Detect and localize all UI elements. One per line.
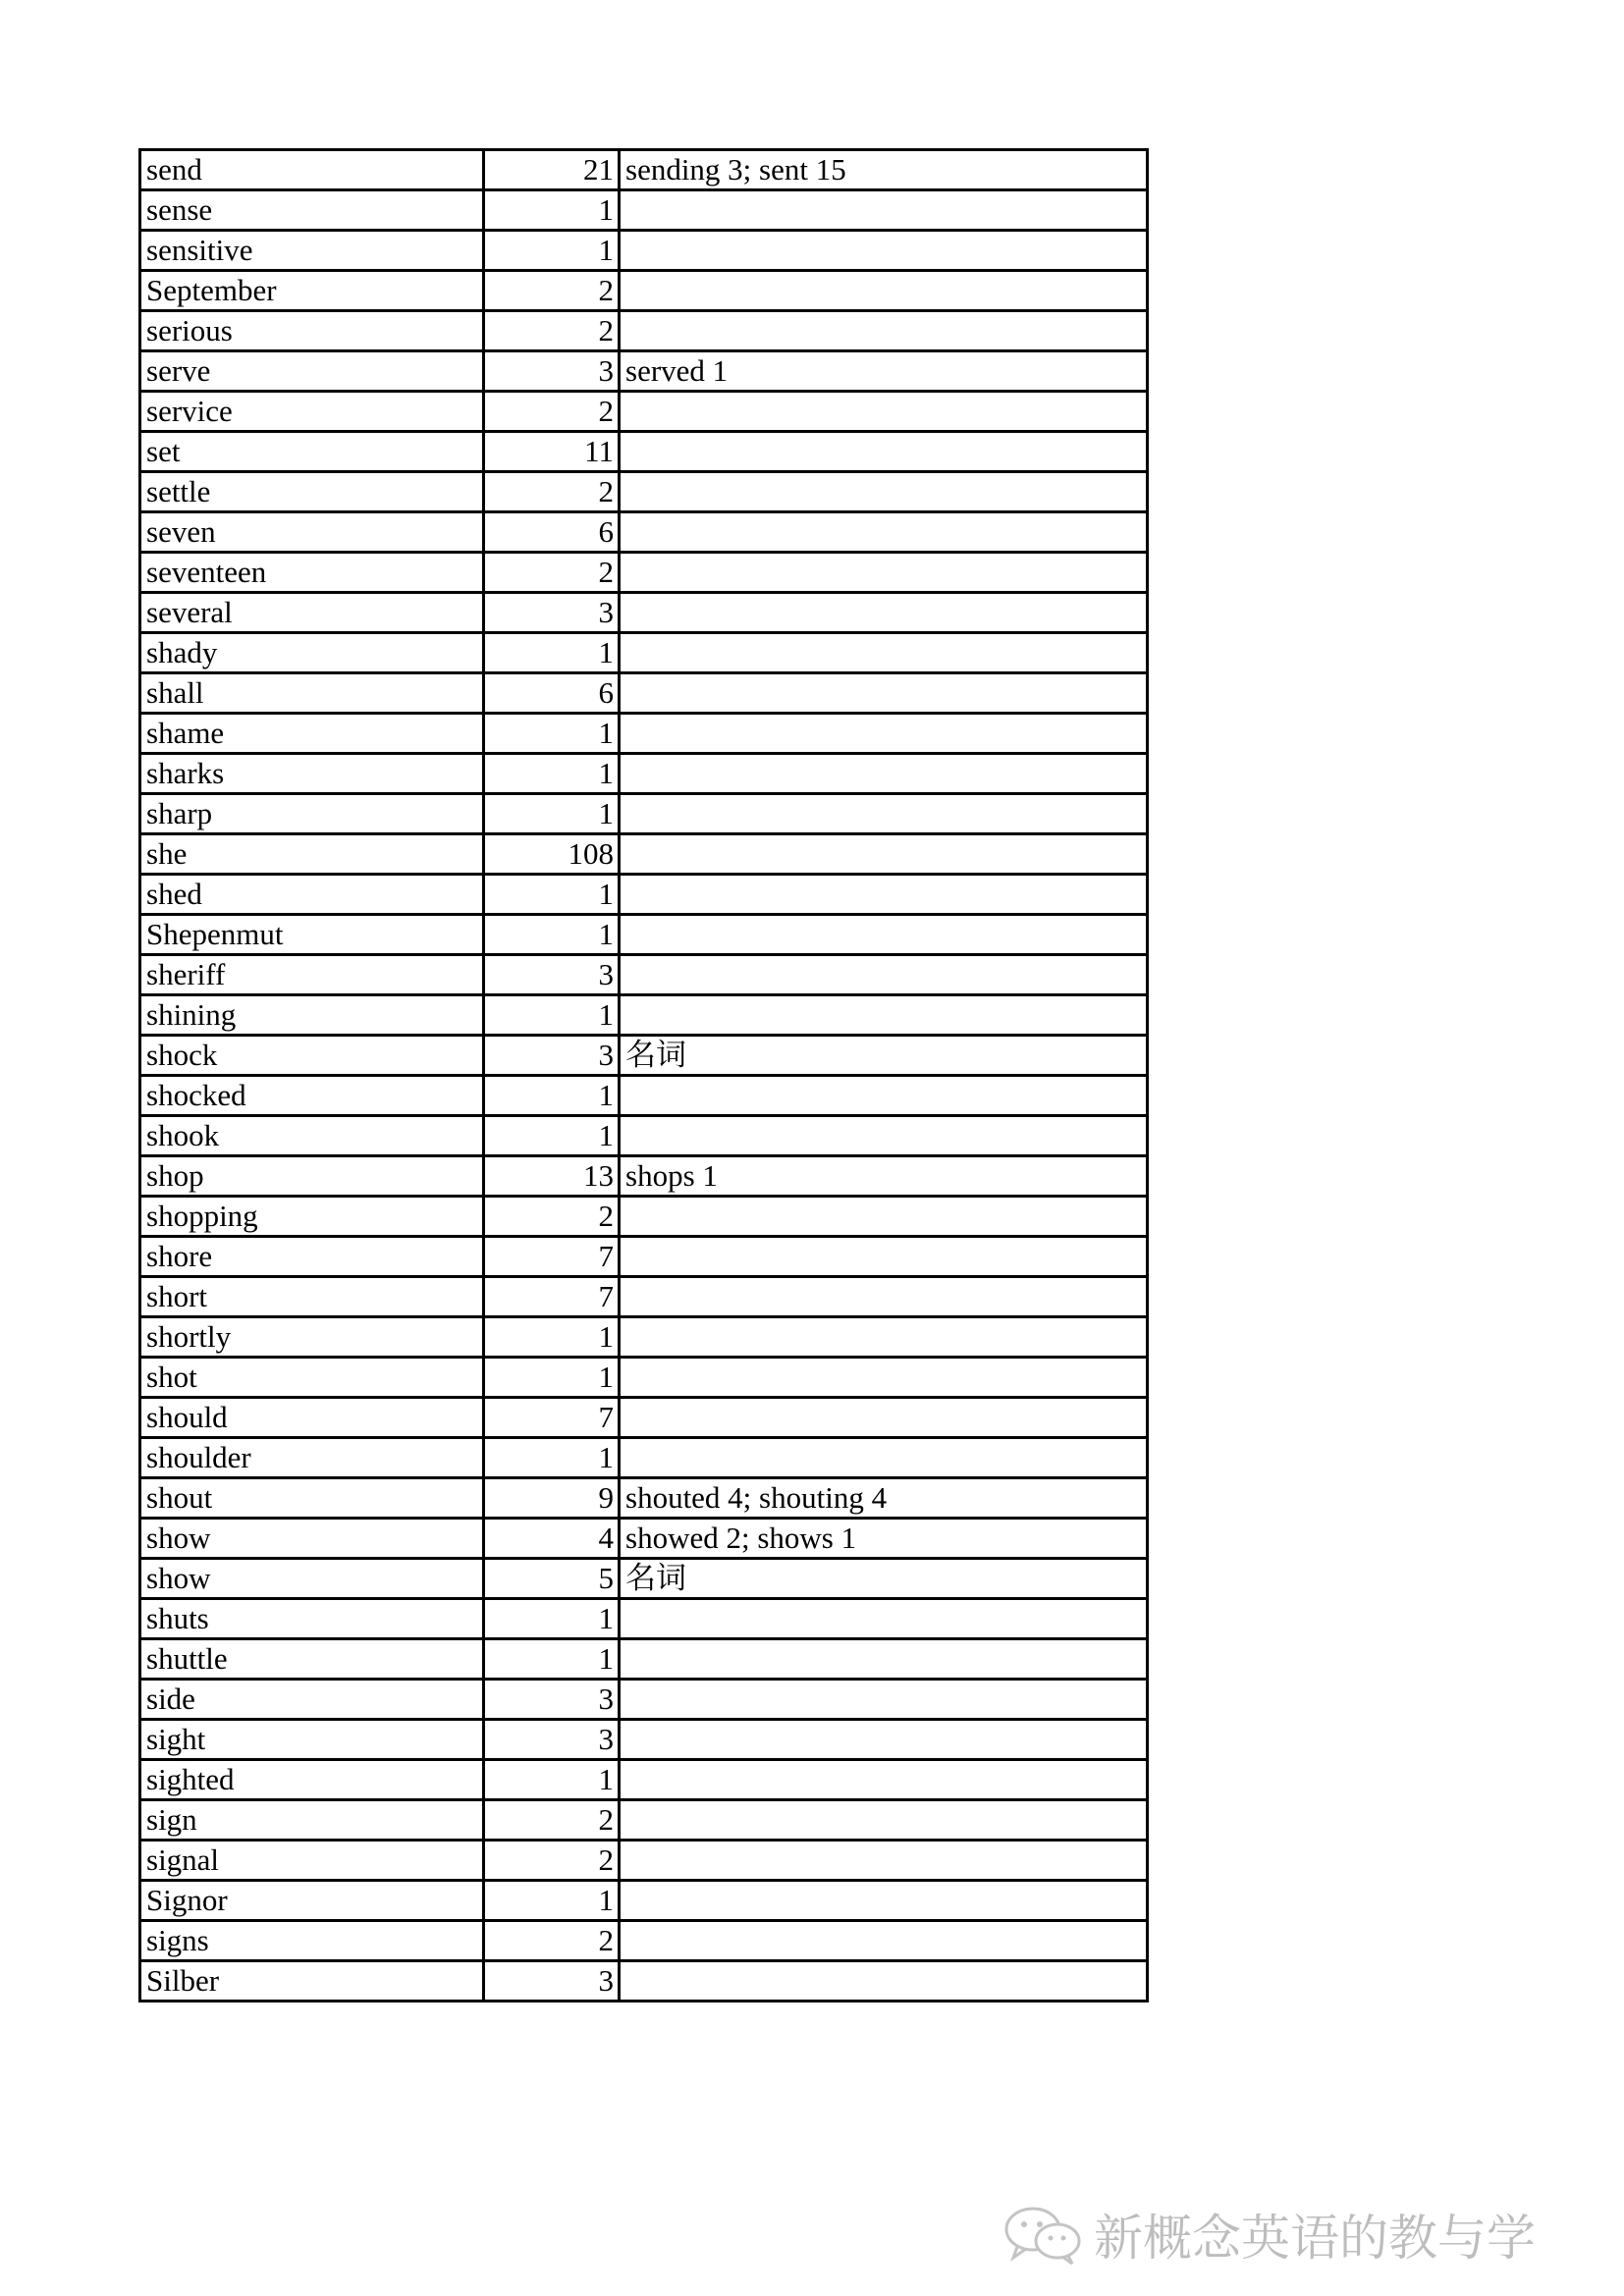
count-cell: 3 [484, 1680, 620, 1720]
forms-cell: shops 1 [620, 1156, 1148, 1197]
word-cell: sighted [140, 1760, 484, 1800]
forms-cell: served 1 [620, 351, 1148, 392]
word-cell: shady [140, 633, 484, 673]
word-cell: short [140, 1277, 484, 1317]
word-cell: shot [140, 1358, 484, 1398]
table-row [140, 955, 1148, 995]
count-cell: 3 [484, 1961, 620, 2002]
word-cell: shed [140, 875, 484, 915]
count-cell: 1 [484, 995, 620, 1036]
word-cell: send [140, 150, 484, 190]
table-row [140, 794, 1148, 834]
word-cell: shall [140, 673, 484, 714]
forms-cell [620, 875, 1148, 915]
table-row [140, 1156, 1148, 1197]
forms-cell [620, 512, 1148, 553]
count-cell: 5 [484, 1559, 620, 1599]
count-cell: 2 [484, 271, 620, 311]
table-row [140, 1881, 1148, 1921]
forms-cell [620, 1680, 1148, 1720]
table-row [140, 673, 1148, 714]
forms-cell [620, 1639, 1148, 1680]
table-row [140, 432, 1148, 472]
forms-cell [620, 190, 1148, 231]
table-row [140, 1680, 1148, 1720]
forms-cell [620, 1961, 1148, 2002]
count-cell: 1 [484, 1599, 620, 1639]
table-row [140, 150, 1148, 190]
count-cell: 1 [484, 190, 620, 231]
forms-cell [620, 1841, 1148, 1881]
count-cell: 1 [484, 1317, 620, 1358]
word-cell: sign [140, 1800, 484, 1841]
word-cell: shuts [140, 1599, 484, 1639]
forms-cell [620, 794, 1148, 834]
count-cell: 1 [484, 1358, 620, 1398]
word-cell: shopping [140, 1197, 484, 1237]
count-cell: 1 [484, 1076, 620, 1116]
table-row [140, 1398, 1148, 1438]
count-cell: 3 [484, 1036, 620, 1076]
table-row [140, 1841, 1148, 1881]
word-cell: several [140, 593, 484, 633]
forms-cell [620, 1760, 1148, 1800]
word-cell: shame [140, 714, 484, 754]
forms-cell [620, 1599, 1148, 1639]
forms-cell [620, 955, 1148, 995]
word-cell: Shepenmut [140, 915, 484, 955]
forms-cell [620, 1116, 1148, 1156]
count-cell: 1 [484, 915, 620, 955]
table-row [140, 995, 1148, 1036]
forms-cell [620, 432, 1148, 472]
count-cell: 2 [484, 311, 620, 351]
forms-cell [620, 1197, 1148, 1237]
word-cell: shuttle [140, 1639, 484, 1680]
forms-cell [620, 1277, 1148, 1317]
word-cell: sensitive [140, 231, 484, 271]
table-row [140, 1076, 1148, 1116]
word-cell: shook [140, 1116, 484, 1156]
forms-cell [620, 593, 1148, 633]
count-cell: 1 [484, 231, 620, 271]
table-row [140, 834, 1148, 875]
forms-cell [620, 714, 1148, 754]
forms-cell [620, 995, 1148, 1036]
count-cell: 3 [484, 955, 620, 995]
table-row [140, 472, 1148, 512]
table-row [140, 271, 1148, 311]
table-row [140, 1317, 1148, 1358]
word-cell: sight [140, 1720, 484, 1760]
word-cell: set [140, 432, 484, 472]
word-cell: shock [140, 1036, 484, 1076]
word-cell: shoulder [140, 1438, 484, 1478]
word-cell: sense [140, 190, 484, 231]
word-cell: shore [140, 1237, 484, 1277]
table-row [140, 351, 1148, 392]
table-row [140, 1559, 1148, 1599]
forms-cell [620, 1317, 1148, 1358]
word-cell: serious [140, 311, 484, 351]
table-row [140, 1639, 1148, 1680]
count-cell: 2 [484, 1197, 620, 1237]
forms-cell [620, 392, 1148, 432]
forms-cell [620, 472, 1148, 512]
count-cell: 7 [484, 1277, 620, 1317]
word-cell: serve [140, 351, 484, 392]
wechat-icon [1001, 2204, 1084, 2265]
forms-cell: 名词 [620, 1036, 1148, 1076]
table-row [140, 714, 1148, 754]
forms-cell: sending 3; sent 15 [620, 150, 1148, 190]
forms-cell [620, 754, 1148, 794]
forms-cell [620, 1800, 1148, 1841]
table-row [140, 1800, 1148, 1841]
table-row [140, 875, 1148, 915]
forms-cell [620, 915, 1148, 955]
count-cell: 3 [484, 593, 620, 633]
table-row [140, 311, 1148, 351]
table-row [140, 593, 1148, 633]
table-row [140, 1720, 1148, 1760]
word-cell: she [140, 834, 484, 875]
table-row [140, 1961, 1148, 2002]
forms-cell [620, 1076, 1148, 1116]
forms-cell [620, 673, 1148, 714]
forms-cell [620, 231, 1148, 271]
count-cell: 9 [484, 1478, 620, 1519]
count-cell: 6 [484, 512, 620, 553]
count-cell: 2 [484, 1800, 620, 1841]
count-cell: 2 [484, 1841, 620, 1881]
forms-cell [620, 633, 1148, 673]
word-cell: seven [140, 512, 484, 553]
word-cell: should [140, 1398, 484, 1438]
forms-cell [620, 1921, 1148, 1961]
table-row [140, 633, 1148, 673]
table-row [140, 1478, 1148, 1519]
count-cell: 3 [484, 1720, 620, 1760]
forms-cell [620, 311, 1148, 351]
forms-cell [620, 1881, 1148, 1921]
word-cell: show [140, 1519, 484, 1559]
count-cell: 7 [484, 1237, 620, 1277]
table-row [140, 392, 1148, 432]
table-row [140, 1197, 1148, 1237]
count-cell: 7 [484, 1398, 620, 1438]
table-row [140, 1277, 1148, 1317]
table-row [140, 1237, 1148, 1277]
count-cell: 2 [484, 1921, 620, 1961]
count-cell: 3 [484, 351, 620, 392]
forms-cell [620, 1358, 1148, 1398]
word-cell: sheriff [140, 955, 484, 995]
watermark-text: 新概念英语的教与学 [1094, 2210, 1536, 2267]
table-body [140, 150, 1148, 2002]
watermark [1001, 2199, 1536, 2269]
word-cell: shining [140, 995, 484, 1036]
table-row [140, 1438, 1148, 1478]
count-cell: 1 [484, 714, 620, 754]
forms-cell [620, 1237, 1148, 1277]
count-cell: 13 [484, 1156, 620, 1197]
count-cell: 2 [484, 472, 620, 512]
word-cell: Silber [140, 1961, 484, 2002]
table-row [140, 1599, 1148, 1639]
word-cell: signs [140, 1921, 484, 1961]
table-row [140, 1036, 1148, 1076]
table-row [140, 1519, 1148, 1559]
count-cell: 1 [484, 1116, 620, 1156]
word-cell: show [140, 1559, 484, 1599]
count-cell: 1 [484, 1438, 620, 1478]
count-cell: 1 [484, 1760, 620, 1800]
table-row [140, 1921, 1148, 1961]
forms-cell [620, 834, 1148, 875]
table-row [140, 1116, 1148, 1156]
word-cell: seventeen [140, 553, 484, 593]
count-cell: 1 [484, 754, 620, 794]
word-cell: sharks [140, 754, 484, 794]
table-row [140, 1760, 1148, 1800]
word-cell: settle [140, 472, 484, 512]
table-row [140, 231, 1148, 271]
count-cell: 108 [484, 834, 620, 875]
table-row [140, 754, 1148, 794]
count-cell: 11 [484, 432, 620, 472]
count-cell: 21 [484, 150, 620, 190]
word-cell: Signor [140, 1881, 484, 1921]
word-frequency-table [138, 148, 1149, 2002]
table-row [140, 1358, 1148, 1398]
count-cell: 1 [484, 1639, 620, 1680]
forms-cell: 名词 [620, 1559, 1148, 1599]
count-cell: 1 [484, 794, 620, 834]
count-cell: 2 [484, 392, 620, 432]
word-cell: September [140, 271, 484, 311]
forms-cell [620, 271, 1148, 311]
word-cell: shocked [140, 1076, 484, 1116]
count-cell: 1 [484, 1881, 620, 1921]
table-row [140, 512, 1148, 553]
count-cell: 1 [484, 875, 620, 915]
forms-cell: shouted 4; shouting 4 [620, 1478, 1148, 1519]
word-cell: sharp [140, 794, 484, 834]
forms-cell: showed 2; shows 1 [620, 1519, 1148, 1559]
word-cell: shop [140, 1156, 484, 1197]
table-row [140, 915, 1148, 955]
word-cell: shout [140, 1478, 484, 1519]
word-cell: side [140, 1680, 484, 1720]
word-cell: signal [140, 1841, 484, 1881]
count-cell: 6 [484, 673, 620, 714]
word-cell: shortly [140, 1317, 484, 1358]
forms-cell [620, 1438, 1148, 1478]
word-cell: service [140, 392, 484, 432]
forms-cell [620, 1720, 1148, 1760]
count-cell: 2 [484, 553, 620, 593]
table-row [140, 190, 1148, 231]
table-row [140, 553, 1148, 593]
count-cell: 4 [484, 1519, 620, 1559]
count-cell: 1 [484, 633, 620, 673]
forms-cell [620, 1398, 1148, 1438]
forms-cell [620, 553, 1148, 593]
